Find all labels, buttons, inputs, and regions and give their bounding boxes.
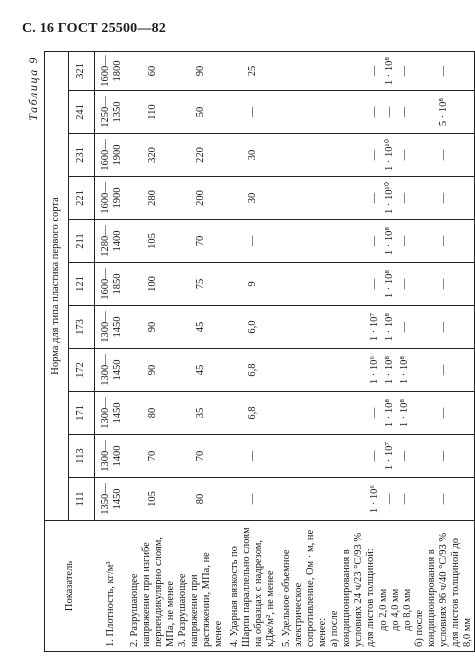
table-cell	[177, 392, 225, 435]
row-label	[129, 521, 177, 652]
cell-value: 6,8	[246, 406, 258, 420]
table-cell	[281, 134, 329, 177]
table-cell	[414, 306, 475, 349]
cell-value: —	[368, 65, 380, 77]
cell-value: 1 · 10⁸	[383, 355, 395, 385]
table-cell	[177, 435, 225, 478]
cell-value: 1450	[111, 316, 123, 338]
cell-value: 105	[146, 491, 158, 507]
cell-value: —	[437, 321, 449, 333]
table-cell	[329, 91, 413, 134]
table-cell	[414, 177, 475, 220]
table-cell	[177, 220, 225, 263]
header-indicator: Показатель	[45, 521, 95, 652]
cell-value: —	[246, 235, 258, 247]
table-cell	[414, 435, 475, 478]
type-header-121: 121	[69, 263, 95, 306]
table-cell	[177, 91, 225, 134]
cell-value: 1400	[111, 230, 123, 252]
table-cell	[281, 478, 329, 521]
table-cell	[281, 349, 329, 392]
row-label	[177, 521, 225, 652]
table-cell	[281, 220, 329, 263]
cell-value: 1450	[111, 402, 123, 424]
cell-value: —	[383, 493, 395, 505]
table-cell	[281, 435, 329, 478]
table-cell	[329, 478, 413, 521]
type-header-111: 111	[69, 478, 95, 521]
table-cell	[225, 134, 281, 177]
rotated-table-block	[24, 52, 473, 652]
table-row	[129, 51, 177, 651]
table-cell	[177, 51, 225, 90]
table-cell	[225, 91, 281, 134]
table-row	[329, 51, 413, 651]
cell-value: 90	[194, 65, 206, 77]
table-cell	[95, 478, 129, 521]
cell-value: 35	[194, 407, 206, 419]
table-cell	[414, 134, 475, 177]
table-cell	[414, 263, 475, 306]
row-sublabel: до 2,0 мм	[377, 588, 389, 631]
cell-value: 70	[146, 450, 158, 462]
table-cell	[281, 263, 329, 306]
cell-value: 280	[146, 190, 158, 206]
table-cell	[281, 91, 329, 134]
table-cell	[129, 392, 177, 435]
cell-value: 1450	[111, 359, 123, 381]
table-cell	[329, 263, 413, 306]
table-cell	[225, 51, 281, 90]
cell-value: —	[437, 278, 449, 290]
cell-value: 5 · 10⁸	[437, 97, 449, 127]
cell-value: —	[368, 407, 380, 419]
table-cell	[414, 349, 475, 392]
table-cell	[95, 392, 129, 435]
page-header: С. 16 ГОСТ 25500—82	[22, 21, 166, 36]
table-cell	[329, 306, 413, 349]
cell-value: 1450	[111, 488, 123, 510]
table-cell	[129, 349, 177, 392]
table-cell	[95, 349, 129, 392]
cell-value: 60	[146, 65, 158, 77]
cell-value: —	[398, 278, 410, 290]
cell-value: 1 · 10⁷	[368, 312, 380, 342]
row-label-text: а) после кондиционирования в условиях 24 ч/23 °C/93 % для листов толщиной:	[329, 532, 377, 647]
cell-value: —	[368, 235, 380, 247]
type-header-241: 241	[69, 91, 95, 134]
cell-value: 50	[194, 106, 206, 118]
cell-value: 6,0	[246, 320, 258, 334]
row-sublabel: до 4,0 мм	[389, 588, 401, 631]
cell-value: 45	[194, 321, 206, 333]
table-cell	[281, 306, 329, 349]
table-cell	[129, 263, 177, 306]
table-cell	[329, 177, 413, 220]
table-cell	[129, 51, 177, 90]
table-cell	[281, 177, 329, 220]
row-label-text: б) после кондиционирования в условиях 96 ч/40 °C/93 % для листов толщиной до 8,0 мм	[413, 532, 473, 647]
cell-value: 1900	[111, 187, 123, 209]
table-cell	[129, 306, 177, 349]
table-cell	[177, 263, 225, 306]
table-cell	[129, 91, 177, 134]
cell-value: —	[368, 149, 380, 161]
cell-value: —	[437, 493, 449, 505]
table-cell	[414, 392, 475, 435]
table-cell	[329, 392, 413, 435]
cell-value: 1 · 10⁸	[383, 56, 395, 86]
cell-value: 25	[246, 65, 258, 77]
cell-value: 1600—	[99, 55, 111, 87]
table-cell	[129, 435, 177, 478]
table-row	[95, 51, 129, 651]
cell-value: 90	[146, 321, 158, 333]
table-cell	[225, 349, 281, 392]
table-cell	[177, 478, 225, 521]
cell-value: —	[368, 450, 380, 462]
cell-value: 1 · 10⁶	[368, 484, 380, 514]
row-sublabel: до 8,0 мм	[401, 588, 413, 631]
row-label	[225, 521, 281, 652]
table-cell	[95, 91, 129, 134]
cell-value: 1800	[111, 60, 123, 82]
type-header-113: 113	[69, 435, 95, 478]
row-label-text: 4. Ударная вязкость по Шарпи параллельно слоям на образцах с надрезом, кДж/м², не менее	[228, 527, 277, 647]
cell-value: 6,8	[246, 363, 258, 377]
table-cell	[95, 220, 129, 263]
cell-value: 1300—	[99, 440, 111, 472]
table-cell	[177, 306, 225, 349]
cell-value: 9	[246, 281, 258, 287]
cell-value: —	[368, 106, 380, 118]
cell-value: —	[398, 192, 410, 204]
cell-value: 1 · 10⁸	[398, 355, 410, 385]
type-header-172: 172	[69, 349, 95, 392]
table-cell	[225, 392, 281, 435]
cell-value: —	[437, 364, 449, 376]
row-label	[95, 521, 129, 652]
table-cell	[129, 134, 177, 177]
table-row	[177, 51, 225, 651]
table-cell	[225, 220, 281, 263]
table-cell	[225, 263, 281, 306]
cell-value: 1350—	[99, 483, 111, 515]
cell-value: —	[437, 65, 449, 77]
cell-value: —	[398, 321, 410, 333]
cell-value: —	[368, 278, 380, 290]
table-cell	[129, 478, 177, 521]
table-cell	[329, 220, 413, 263]
cell-value: 30	[246, 149, 258, 161]
cell-value: —	[398, 149, 410, 161]
cell-value: 30	[246, 192, 258, 204]
type-header-321: 321	[69, 51, 95, 90]
cell-value: 1 · 10⁸	[383, 398, 395, 428]
cell-value: 1 · 10⁸	[383, 312, 395, 342]
cell-value: —	[246, 106, 258, 118]
cell-value: —	[246, 493, 258, 505]
table-cell	[95, 306, 129, 349]
type-header-211: 211	[69, 220, 95, 263]
cell-value: —	[398, 65, 410, 77]
table-cell	[95, 51, 129, 90]
cell-value: 1 · 10⁶	[368, 355, 380, 385]
cell-value: —	[368, 192, 380, 204]
table-cell	[329, 51, 413, 90]
cell-value: 1850	[111, 273, 123, 295]
cell-value: 1250—	[99, 96, 111, 128]
cell-value: 45	[194, 364, 206, 376]
cell-value: —	[246, 450, 258, 462]
table-cell	[129, 220, 177, 263]
cell-value: 1 · 10⁸	[383, 269, 395, 299]
cell-value: 1 · 10⁷	[383, 441, 395, 471]
row-label-text: 1. Плотность, кг/м³	[105, 561, 117, 647]
table-cell	[177, 349, 225, 392]
cell-value: 105	[146, 233, 158, 249]
cell-value: —	[398, 235, 410, 247]
table-cell	[95, 177, 129, 220]
cell-value: —	[383, 106, 395, 118]
type-header-221: 221	[69, 177, 95, 220]
row-label	[329, 521, 413, 652]
type-header-231: 231	[69, 134, 95, 177]
cell-value: —	[437, 407, 449, 419]
cell-value: 110	[146, 104, 158, 120]
cell-value: 1300—	[99, 354, 111, 386]
cell-value: 80	[194, 493, 206, 505]
cell-value: 1 · 10⁸	[398, 398, 410, 428]
table-cell	[414, 91, 475, 134]
table-cell	[95, 134, 129, 177]
cell-value: 1 · 10⁸	[383, 226, 395, 256]
cell-value: 220	[194, 147, 206, 163]
cell-value: 1400	[111, 445, 123, 467]
table-cell	[414, 51, 475, 90]
table-cell	[129, 177, 177, 220]
cell-value: 70	[194, 235, 206, 247]
cell-value: 1 · 10¹⁰	[383, 182, 395, 214]
table-cell	[95, 263, 129, 306]
cell-value: 200	[194, 190, 206, 206]
cell-value: 70	[194, 450, 206, 462]
cell-value: 80	[146, 407, 158, 419]
cell-value: —	[398, 450, 410, 462]
table-cell	[329, 349, 413, 392]
cell-value: 1300—	[99, 311, 111, 343]
table-cell	[329, 435, 413, 478]
table-cell	[225, 306, 281, 349]
table-cell	[177, 177, 225, 220]
table-cell	[414, 478, 475, 521]
table-cell	[225, 435, 281, 478]
table-cell	[329, 134, 413, 177]
row-label	[414, 521, 475, 652]
type-header-171: 171	[69, 392, 95, 435]
row-label-text: 3. Разрушающее напряжение при растяжении, МПа, не менее	[176, 552, 224, 647]
header-norm: Норма для типа пластика первого сорта	[45, 51, 69, 520]
norms-table	[44, 51, 475, 652]
cell-value: 1900	[111, 144, 123, 166]
cell-value: —	[398, 106, 410, 118]
cell-value: 320	[146, 147, 158, 163]
row-label-text: 2. Разрушающее напряжение при изгибе перпендикулярно слоям, МПа, не менее	[128, 537, 176, 647]
cell-value: 1600—	[99, 182, 111, 214]
table-cell	[225, 177, 281, 220]
table-row	[225, 51, 281, 651]
cell-value: 1350	[111, 101, 123, 123]
cell-value: —	[437, 192, 449, 204]
row-label	[281, 521, 329, 652]
row-label-text: 5. Удельное объемное электрическое сопротивление, Ом · м, не менее:	[281, 529, 329, 647]
cell-value: 1280—	[99, 225, 111, 257]
table-row	[281, 51, 329, 651]
table-caption: Таблица 9	[26, 56, 40, 121]
table-cell	[281, 51, 329, 90]
type-header-173: 173	[69, 306, 95, 349]
cell-value: 75	[194, 278, 206, 290]
cell-value: 90	[146, 364, 158, 376]
table-cell	[414, 220, 475, 263]
cell-value: 1600—	[99, 268, 111, 300]
cell-value: 1600—	[99, 139, 111, 171]
cell-value: —	[437, 450, 449, 462]
cell-value: —	[437, 149, 449, 161]
cell-value: —	[398, 493, 410, 505]
table-row	[414, 51, 475, 651]
cell-value: 1300—	[99, 397, 111, 429]
cell-value: —	[437, 235, 449, 247]
table-cell	[177, 134, 225, 177]
table-cell	[281, 392, 329, 435]
cell-value: 100	[146, 276, 158, 292]
table-cell	[225, 478, 281, 521]
cell-value: 1 · 10¹⁰	[383, 139, 395, 171]
table-body	[95, 51, 475, 651]
table-cell	[95, 435, 129, 478]
